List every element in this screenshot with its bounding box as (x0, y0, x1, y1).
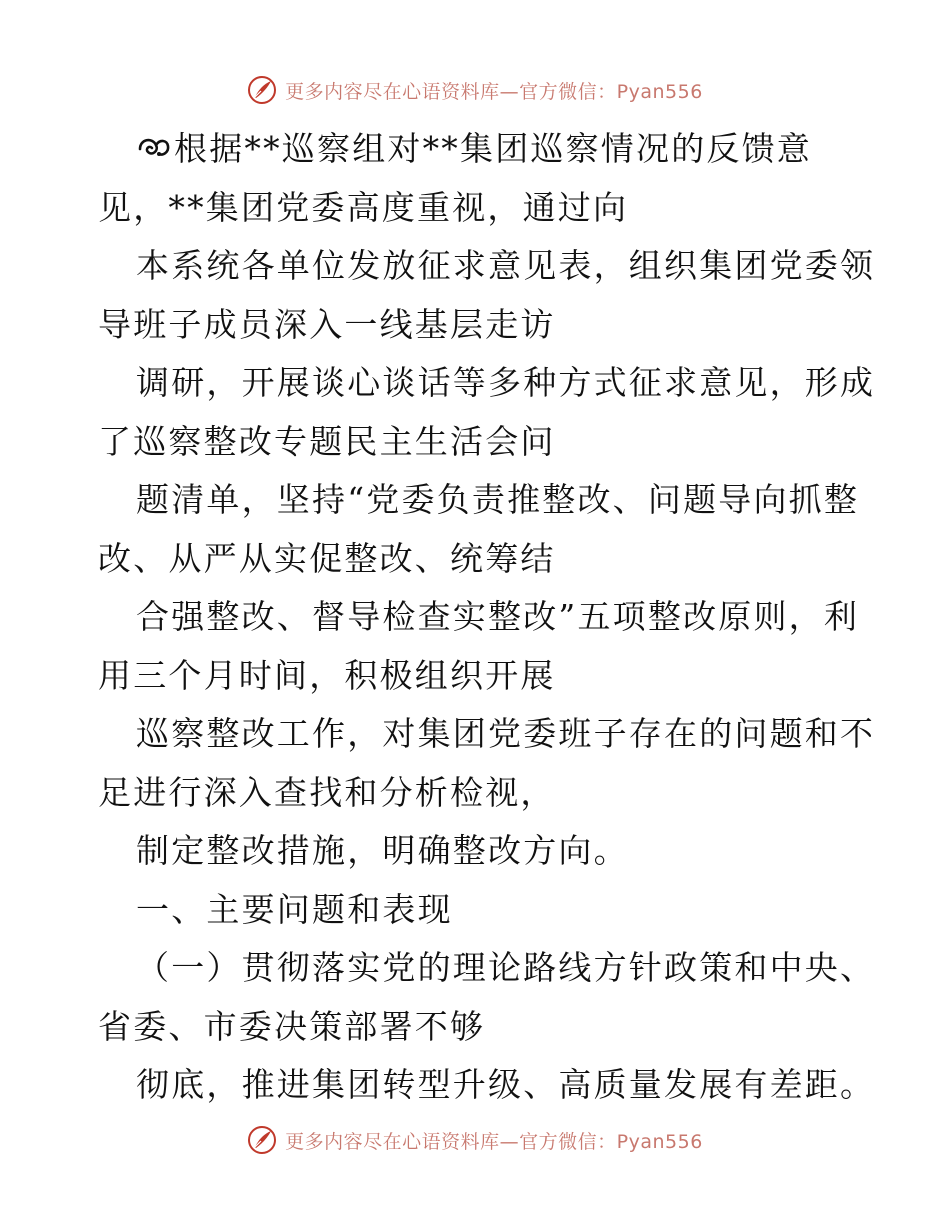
text-line-7: 题清单，坚持“党委负责推整改、问题导向抓整 (136, 480, 860, 519)
header-watermark (0, 70, 950, 110)
feather-pen-logo-icon (247, 1125, 277, 1155)
text-line-17: 彻底，推进集团转型升级、高质量发展有差距。 (136, 1065, 876, 1104)
subsection-heading: （一）贯彻落实党的理论路线方针政策和中央、 (136, 948, 876, 987)
text-line-1 (98, 124, 858, 183)
text-line-9: 合强整改、督导检查实整改”五项整改原则，利 (136, 597, 860, 636)
text-line-2: 见，**集团党委高度重视，通过向 (98, 187, 629, 227)
document-body (98, 124, 876, 1119)
section-heading: 一、主要问题和表现 (136, 889, 453, 929)
feather-pen-logo-icon (247, 75, 277, 105)
swirl-ornament-icon (136, 131, 172, 165)
text-line-10: 用三个月时间，积极组织开展 (98, 655, 556, 695)
text-line-11: 巡察整改工作，对集团党委班子存在的问题和不 (136, 714, 876, 753)
text-line-5: 调研，开展谈心谈话等多种方式征求意见，形成 (136, 363, 876, 402)
text-line-3: 本系统各单位发放征求意见表，组织集团党委领 (136, 246, 876, 285)
text-line-16: 省委、市委决策部署不够 (98, 1006, 486, 1046)
text-line-12: 足进行深入查找和分析检视， (98, 772, 556, 812)
footer-watermark (0, 1120, 950, 1160)
paragraph-text: 根据**巡察组对**集团巡察情况的反馈意 (174, 129, 812, 168)
watermark-text: 更多内容尽在心语资料库—官方微信：Pyan556 (285, 80, 703, 103)
text-line-6: 了巡察整改专题民主生活会问 (98, 421, 556, 461)
text-line-8: 改、从严从实促整改、统筹结 (98, 538, 556, 578)
text-line-13: 制定整改措施，明确整改方向。 (136, 831, 629, 870)
watermark-text: 更多内容尽在心语资料库—官方微信：Pyan556 (285, 1130, 703, 1153)
text-line-4: 导班子成员深入一线基层走访 (98, 304, 556, 344)
